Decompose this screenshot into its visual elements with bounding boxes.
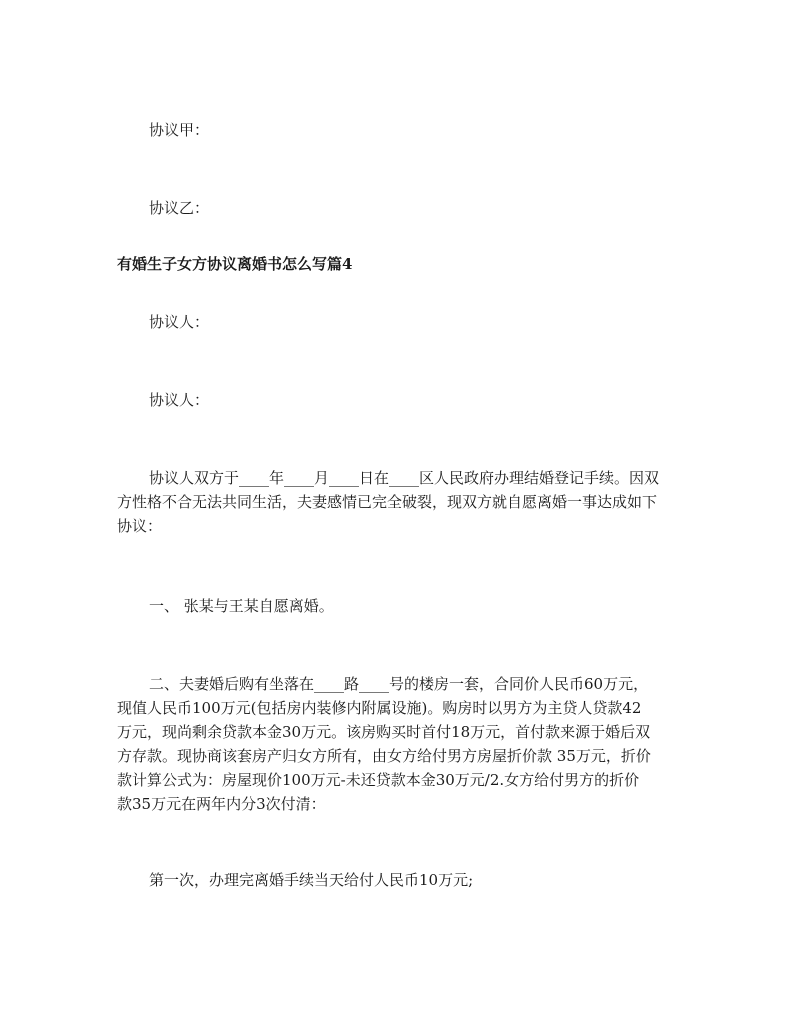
clause-2-paragraph bbox=[117, 672, 687, 816]
clause-2-line-5: 款计算公式为：房屋现价100万元-未还贷款本金30万元/2.女方给付男方的折价 bbox=[117, 771, 640, 789]
section-heading: 有婚生子女方协议离婚书怎么写篇4 bbox=[117, 255, 353, 273]
party-a-label: 协议甲： bbox=[149, 121, 210, 139]
party-1-label: 协议人： bbox=[149, 313, 210, 331]
clause-2-line-4: 方存款。现协商该套房产归女方所有，由女方给付男方房屋折价款 35万元，折价 bbox=[117, 747, 651, 765]
payment-1: 第一次，办理完离婚手续当天给付人民币10万元; bbox=[149, 871, 474, 889]
clause-2-line-1: 二、夫妻婚后购有坐落在____路____号的楼房一套，合同价人民币60万元， bbox=[149, 675, 649, 693]
intro-line-1: 协议人双方于____年____月____日在____区人民政府办理结婚登记手续。因双 bbox=[149, 469, 660, 487]
intro-line-2: 方性格不合无法共同生活，夫妻感情已完全破裂，现双方就自愿离婚一事达成如下 bbox=[117, 493, 658, 511]
party-2-label: 协议人： bbox=[149, 391, 210, 409]
clause-2-line-3: 万元，现尚剩余贷款本金30万元。该房购买时首付18万元，首付款来源于婚后双 bbox=[117, 723, 651, 741]
intro-line-3: 协议： bbox=[117, 517, 163, 535]
intro-paragraph bbox=[117, 466, 687, 538]
clause-1: 一、 张某与王某自愿离婚。 bbox=[149, 597, 334, 615]
party-b-label: 协议乙： bbox=[149, 199, 210, 217]
clause-2-line-6: 款35万元在两年内分3次付清： bbox=[117, 795, 326, 813]
clause-2-line-2: 现值人民币100万元(包括房内装修内附属设施)。购房时以男方为主贷人贷款42 bbox=[117, 699, 642, 717]
